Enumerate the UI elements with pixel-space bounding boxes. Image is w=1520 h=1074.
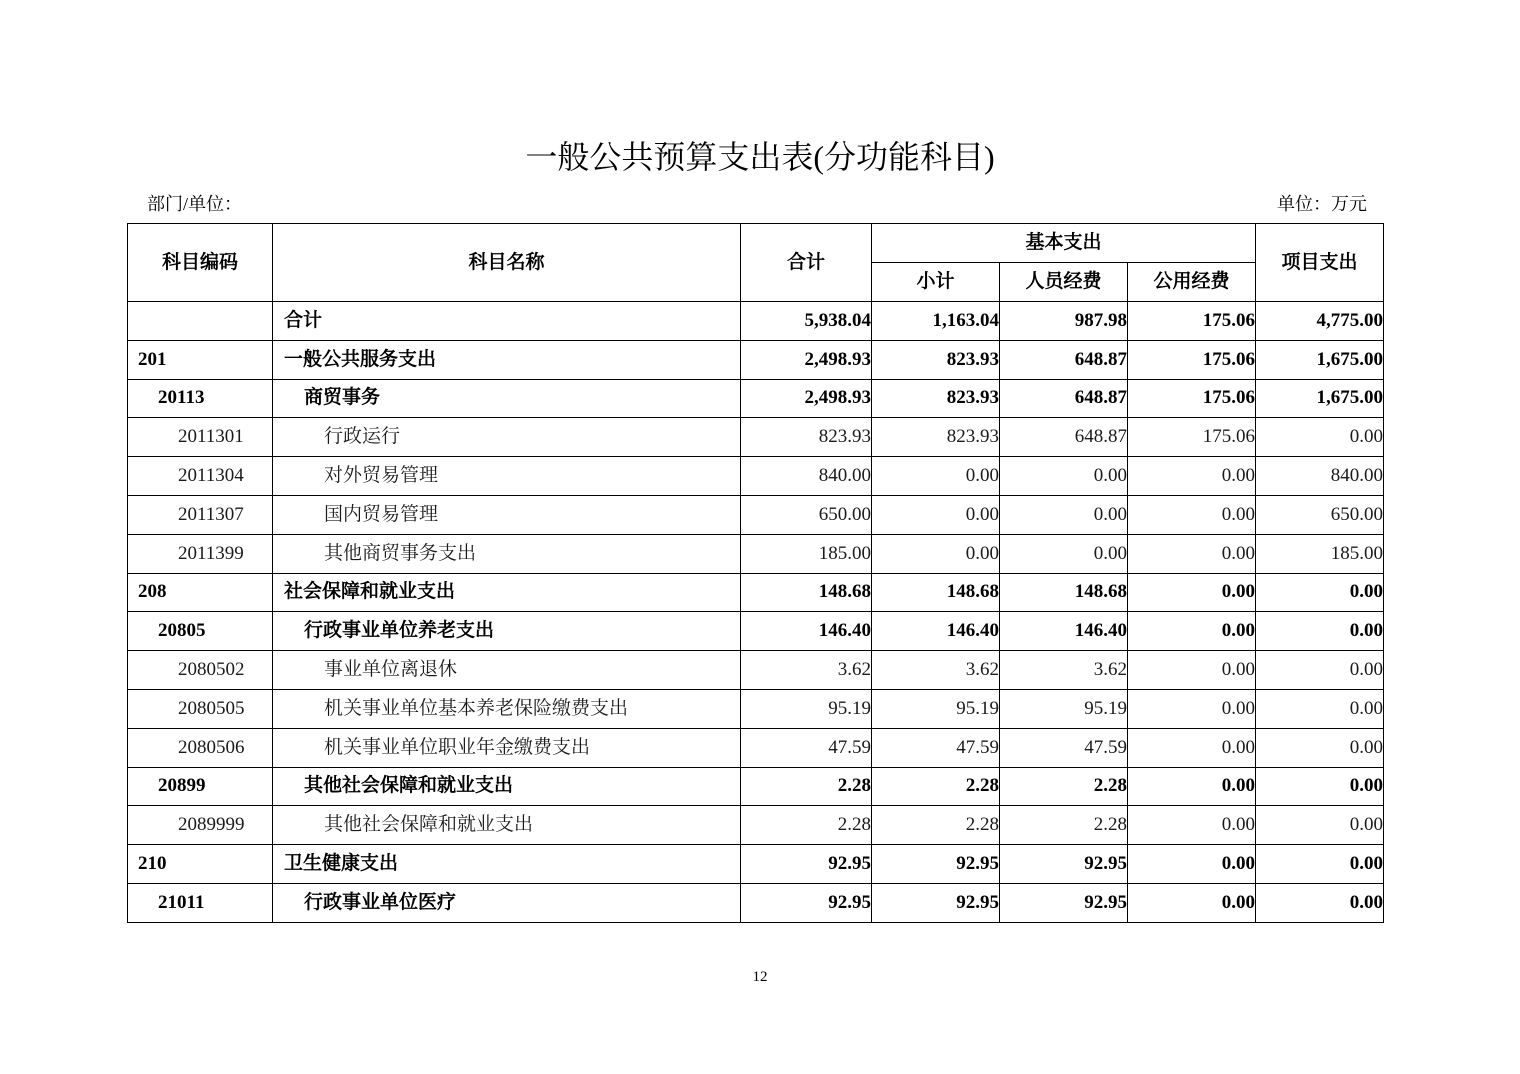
basic-public-cell: 0.00 [1128, 689, 1256, 728]
total-cell: 650.00 [741, 495, 872, 534]
code-cell: 2080505 [128, 689, 273, 728]
code-cell: 208 [128, 573, 273, 612]
total-cell: 146.40 [741, 612, 872, 651]
total-cell: 95.19 [741, 689, 872, 728]
unit-label: 单位：万元 [1277, 194, 1367, 214]
code-cell: 2011304 [128, 457, 273, 496]
project-cell: 650.00 [1256, 495, 1384, 534]
table-row [128, 806, 1384, 845]
project-cell: 0.00 [1256, 845, 1384, 884]
basic-personnel-cell: 95.19 [1000, 689, 1128, 728]
basic-personnel-cell: 148.68 [1000, 573, 1128, 612]
basic-subtotal-cell: 92.95 [872, 883, 1000, 922]
total-cell: 840.00 [741, 457, 872, 496]
table-body [128, 302, 1384, 923]
project-cell: 0.00 [1256, 612, 1384, 651]
name-cell: 机关事业单位基本养老保险缴费支出 [273, 689, 741, 728]
total-cell: 2,498.93 [741, 340, 872, 379]
basic-public-cell: 0.00 [1128, 573, 1256, 612]
basic-subtotal-cell: 2.28 [872, 767, 1000, 806]
basic-public-cell: 0.00 [1128, 883, 1256, 922]
code-cell: 2011301 [128, 418, 273, 457]
name-cell: 行政事业单位养老支出 [273, 612, 741, 651]
table-row [128, 689, 1384, 728]
name-cell: 其他商贸事务支出 [273, 534, 741, 573]
basic-personnel-cell: 146.40 [1000, 612, 1128, 651]
header-basic-subtotal: 小计 [872, 263, 1000, 302]
basic-subtotal-cell: 146.40 [872, 612, 1000, 651]
basic-public-cell: 0.00 [1128, 495, 1256, 534]
basic-public-cell: 0.00 [1128, 612, 1256, 651]
basic-subtotal-cell: 95.19 [872, 689, 1000, 728]
project-cell: 0.00 [1256, 728, 1384, 767]
project-cell: 0.00 [1256, 418, 1384, 457]
code-cell: 2011399 [128, 534, 273, 573]
basic-subtotal-cell: 0.00 [872, 495, 1000, 534]
basic-subtotal-cell: 823.93 [872, 379, 1000, 418]
project-cell: 185.00 [1256, 534, 1384, 573]
table-row [128, 379, 1384, 418]
project-cell: 0.00 [1256, 883, 1384, 922]
basic-personnel-cell: 648.87 [1000, 340, 1128, 379]
name-cell: 卫生健康支出 [273, 845, 741, 884]
total-cell: 823.93 [741, 418, 872, 457]
table-row [128, 728, 1384, 767]
basic-public-cell: 0.00 [1128, 534, 1256, 573]
name-cell: 事业单位离退休 [273, 651, 741, 690]
name-cell: 对外贸易管理 [273, 457, 741, 496]
project-cell: 1,675.00 [1256, 340, 1384, 379]
basic-personnel-cell: 0.00 [1000, 534, 1128, 573]
page-number: 12 [752, 969, 768, 985]
name-cell: 社会保障和就业支出 [273, 573, 741, 612]
header-project: 项目支出 [1256, 224, 1384, 302]
project-cell: 1,675.00 [1256, 379, 1384, 418]
basic-personnel-cell: 2.28 [1000, 767, 1128, 806]
basic-public-cell: 175.06 [1128, 379, 1256, 418]
name-cell: 一般公共服务支出 [273, 340, 741, 379]
table-row [128, 534, 1384, 573]
table-row [128, 495, 1384, 534]
table-row [128, 418, 1384, 457]
project-cell: 0.00 [1256, 806, 1384, 845]
basic-personnel-cell: 3.62 [1000, 651, 1128, 690]
header-row [128, 224, 1384, 263]
table-title: 一般公共预算支出表(分功能科目) [525, 139, 995, 175]
basic-public-cell: 0.00 [1128, 728, 1256, 767]
table-header [128, 224, 1384, 302]
total-cell: 47.59 [741, 728, 872, 767]
basic-personnel-cell: 987.98 [1000, 302, 1128, 341]
table-row [128, 612, 1384, 651]
project-cell: 0.00 [1256, 689, 1384, 728]
project-cell: 840.00 [1256, 457, 1384, 496]
basic-public-cell: 0.00 [1128, 767, 1256, 806]
total-cell: 3.62 [741, 651, 872, 690]
code-cell: 201 [128, 340, 273, 379]
header-name: 科目名称 [273, 224, 741, 302]
basic-subtotal-cell: 1,163.04 [872, 302, 1000, 341]
basic-personnel-cell: 92.95 [1000, 883, 1128, 922]
basic-subtotal-cell: 0.00 [872, 457, 1000, 496]
total-cell: 5,938.04 [741, 302, 872, 341]
basic-public-cell: 0.00 [1128, 457, 1256, 496]
code-cell [128, 302, 273, 341]
basic-public-cell: 0.00 [1128, 806, 1256, 845]
header-basic-public: 公用经费 [1128, 263, 1256, 302]
table-row [128, 573, 1384, 612]
name-cell: 商贸事务 [273, 379, 741, 418]
basic-personnel-cell: 2.28 [1000, 806, 1128, 845]
header-total: 合计 [741, 224, 872, 302]
name-cell: 国内贸易管理 [273, 495, 741, 534]
basic-public-cell: 175.06 [1128, 340, 1256, 379]
basic-subtotal-cell: 3.62 [872, 651, 1000, 690]
basic-personnel-cell: 47.59 [1000, 728, 1128, 767]
basic-subtotal-cell: 47.59 [872, 728, 1000, 767]
project-cell: 0.00 [1256, 573, 1384, 612]
name-cell: 其他社会保障和就业支出 [273, 806, 741, 845]
code-cell: 21011 [128, 883, 273, 922]
table-row [128, 340, 1384, 379]
basic-public-cell: 175.06 [1128, 418, 1256, 457]
code-cell: 2089999 [128, 806, 273, 845]
project-cell: 0.00 [1256, 767, 1384, 806]
project-cell: 0.00 [1256, 651, 1384, 690]
basic-subtotal-cell: 2.28 [872, 806, 1000, 845]
total-cell: 148.68 [741, 573, 872, 612]
basic-personnel-cell: 648.87 [1000, 379, 1128, 418]
header-basic: 基本支出 [872, 224, 1256, 263]
basic-subtotal-cell: 823.93 [872, 340, 1000, 379]
code-cell: 2080502 [128, 651, 273, 690]
code-cell: 210 [128, 845, 273, 884]
code-cell: 2011307 [128, 495, 273, 534]
basic-public-cell: 0.00 [1128, 845, 1256, 884]
basic-personnel-cell: 92.95 [1000, 845, 1128, 884]
table-row [128, 845, 1384, 884]
name-cell: 行政事业单位医疗 [273, 883, 741, 922]
name-cell: 合计 [273, 302, 741, 341]
table-row [128, 651, 1384, 690]
basic-subtotal-cell: 0.00 [872, 534, 1000, 573]
basic-personnel-cell: 0.00 [1000, 495, 1128, 534]
table-row [128, 767, 1384, 806]
basic-subtotal-cell: 823.93 [872, 418, 1000, 457]
total-cell: 2.28 [741, 806, 872, 845]
header-basic-personnel: 人员经费 [1000, 263, 1128, 302]
name-cell: 机关事业单位职业年金缴费支出 [273, 728, 741, 767]
header-code: 科目编码 [128, 224, 273, 302]
budget-table [127, 223, 1384, 923]
basic-personnel-cell: 648.87 [1000, 418, 1128, 457]
basic-subtotal-cell: 92.95 [872, 845, 1000, 884]
basic-subtotal-cell: 148.68 [872, 573, 1000, 612]
code-cell: 20899 [128, 767, 273, 806]
name-cell: 行政运行 [273, 418, 741, 457]
total-cell: 2.28 [741, 767, 872, 806]
code-cell: 2080506 [128, 728, 273, 767]
total-cell: 185.00 [741, 534, 872, 573]
basic-public-cell: 0.00 [1128, 651, 1256, 690]
name-cell: 其他社会保障和就业支出 [273, 767, 741, 806]
basic-personnel-cell: 0.00 [1000, 457, 1128, 496]
project-cell: 4,775.00 [1256, 302, 1384, 341]
basic-public-cell: 175.06 [1128, 302, 1256, 341]
department-label: 部门/单位： [147, 194, 243, 214]
table-row [128, 457, 1384, 496]
code-cell: 20113 [128, 379, 273, 418]
table-row [128, 302, 1384, 341]
total-cell: 2,498.93 [741, 379, 872, 418]
total-cell: 92.95 [741, 883, 872, 922]
total-cell: 92.95 [741, 845, 872, 884]
table-row [128, 883, 1384, 922]
code-cell: 20805 [128, 612, 273, 651]
